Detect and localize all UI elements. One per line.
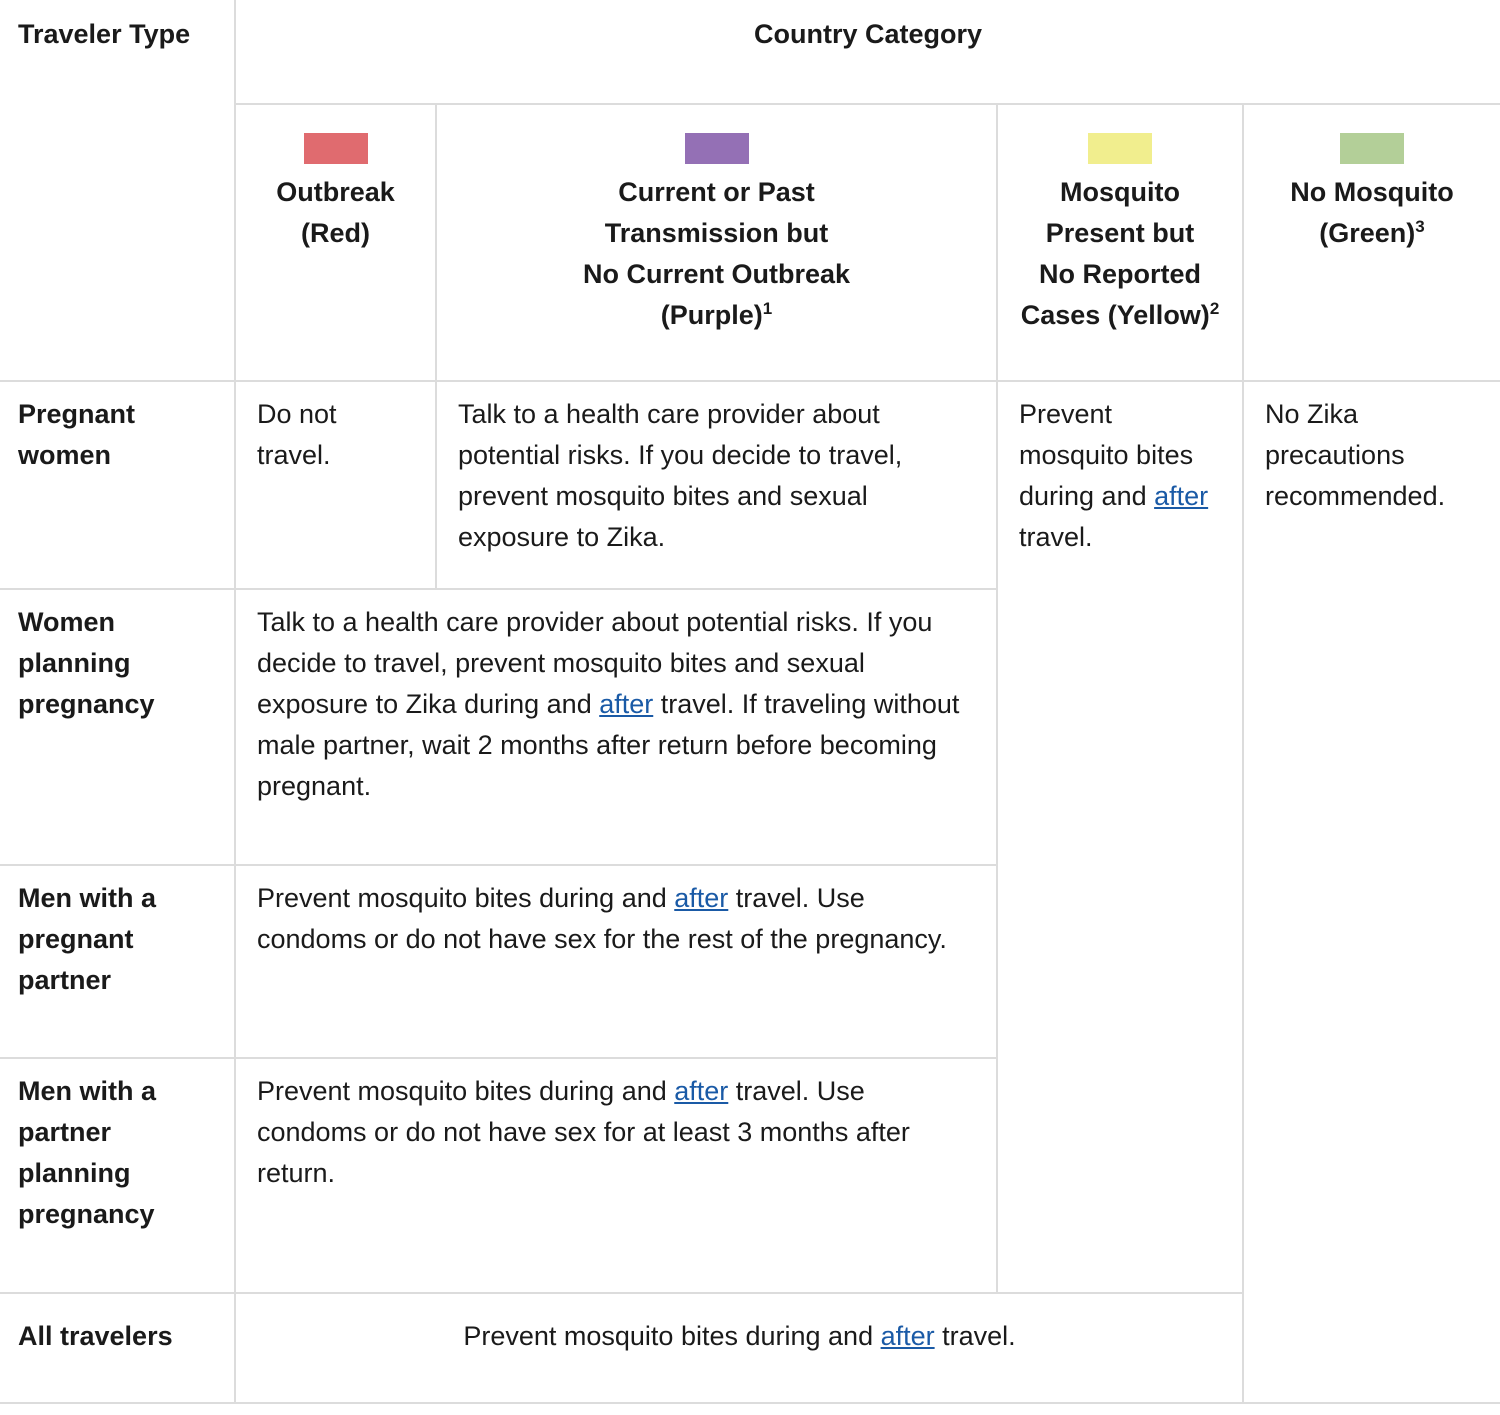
- footnote-3: 3: [1415, 217, 1425, 236]
- category-purple-line2: Transmission but: [604, 218, 829, 248]
- footnote-2: 2: [1209, 299, 1220, 318]
- yellow-guidance-cell: [997, 381, 1243, 1293]
- planning-text-before: Talk to a health care provider about potential risks. If you decide to travel, prevent mosquito bites and sexual exposure to Zika during and: [257, 607, 933, 719]
- category-red-header: [235, 104, 436, 381]
- category-yellow-line4: Cases (Yellow): [1020, 300, 1210, 330]
- row-label-all-travelers: [0, 1293, 235, 1403]
- men-pregnant-label: Men with a pregnant partner: [18, 883, 157, 995]
- row-label-women-planning: [0, 589, 235, 865]
- men-pregnant-text-after: travel. Use condoms or do not have sex for the rest of the pregnancy.: [257, 883, 947, 954]
- green-text: No Zika precautions recommended.: [1265, 399, 1446, 511]
- traveler-type-header: [0, 0, 235, 381]
- men-planning-text-before: Prevent mosquito bites during and: [257, 1076, 675, 1106]
- category-purple-line3: No Current Outbreak: [582, 259, 851, 289]
- all-travelers-label: All travelers: [18, 1321, 173, 1351]
- country-category-header: [235, 0, 1500, 104]
- men-planning-after-link[interactable]: after: [674, 1076, 729, 1106]
- category-yellow-header: [997, 104, 1243, 381]
- all-travelers-cell: [235, 1293, 1243, 1403]
- purple-swatch: [685, 133, 749, 164]
- planning-text-after: travel. If traveling without male partner, wait 2 months after return before becoming pregnant.: [257, 689, 960, 801]
- red-swatch: [304, 133, 368, 164]
- men-pregnant-cell: [235, 865, 997, 1058]
- men-planning-cell: [235, 1058, 997, 1293]
- green-guidance-cell: [1243, 381, 1500, 1403]
- category-green-line1: No Mosquito: [1290, 177, 1454, 207]
- category-purple-line4: (Purple): [660, 300, 763, 330]
- all-text-before: Prevent mosquito bites during and: [463, 1321, 881, 1351]
- category-red-line1: Outbreak: [276, 177, 395, 207]
- all-text-after: travel.: [934, 1321, 1016, 1351]
- category-yellow-line2: Present but: [1045, 218, 1195, 248]
- men-pregnant-after-link[interactable]: after: [674, 883, 729, 913]
- green-swatch: [1340, 133, 1404, 164]
- row-label-men-partner-planning: [0, 1058, 235, 1293]
- men-planning-label: Men with a partner planning pregnancy: [18, 1076, 157, 1229]
- footnote-1: 1: [762, 299, 773, 318]
- women-planning-label: Women planning pregnancy: [18, 607, 155, 719]
- yellow-after-link[interactable]: after: [1154, 481, 1209, 511]
- row-label-pregnant-women: [0, 381, 235, 589]
- category-yellow-line3: No Reported: [1039, 259, 1201, 289]
- all-after-link[interactable]: after: [880, 1321, 935, 1351]
- men-pregnant-text-before: Prevent mosquito bites during and: [257, 883, 675, 913]
- women-planning-cell: [235, 589, 997, 865]
- country-category-label: Country Category: [754, 19, 983, 49]
- pregnant-purple-cell: [436, 381, 997, 589]
- traveler-type-label: Traveler Type: [18, 19, 191, 49]
- pregnant-red-text: Do not travel.: [257, 399, 337, 470]
- yellow-swatch: [1088, 133, 1152, 164]
- yellow-text-after: travel.: [1019, 522, 1093, 552]
- row-label-men-pregnant-partner: [0, 865, 235, 1058]
- category-green-header: [1243, 104, 1500, 381]
- category-purple-header: [436, 104, 997, 381]
- category-red-line2: (Red): [301, 218, 370, 248]
- category-yellow-line1: Mosquito: [1060, 177, 1180, 207]
- category-purple-line1: Current or Past: [618, 177, 815, 207]
- planning-after-link[interactable]: after: [599, 689, 654, 719]
- men-planning-text-after: travel. Use condoms or do not have sex for at least 3 months after return.: [257, 1076, 910, 1188]
- pregnant-purple-text: Talk to a health care provider about potential risks. If you decide to travel, prevent mosquito bites and sexual exposure to Zika.: [458, 399, 903, 552]
- pregnant-women-label: Pregnant women: [18, 399, 136, 470]
- pregnant-red-cell: [235, 381, 436, 589]
- category-green-line2: (Green): [1319, 218, 1416, 248]
- yellow-text-before: Prevent mosquito bites during and: [1019, 399, 1194, 511]
